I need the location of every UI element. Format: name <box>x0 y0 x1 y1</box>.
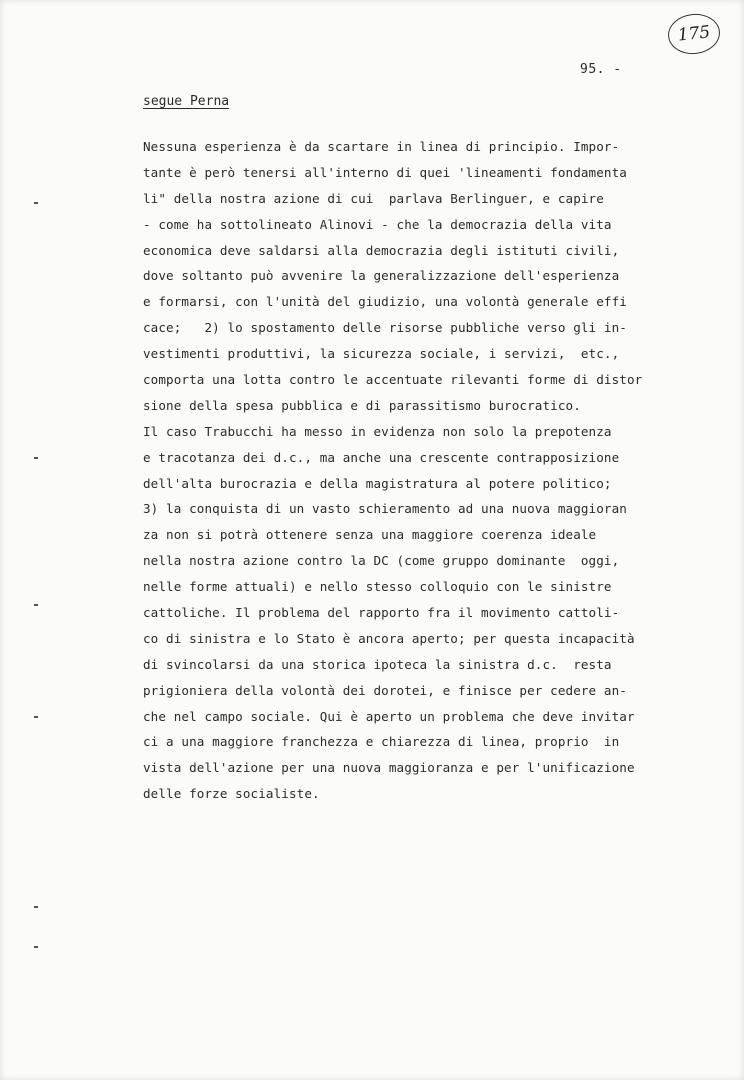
text-line: e formarsi, con l'unità del giudizio, una volontà generale effi <box>143 294 627 310</box>
margin-mark <box>34 604 38 606</box>
text-line: - come ha sottolineato Alinovi - che la democrazia della vita <box>143 216 612 232</box>
text-line: cattoliche. Il problema del rapporto fra il movimento cattoli- <box>143 605 620 621</box>
margin-mark <box>34 457 38 459</box>
text-line: tante è però tenersi all'interno di quei 'lineamenti fondamenta <box>143 164 627 180</box>
text-line: za non si potrà ottenere senza una maggiore coerenza ideale <box>143 527 597 543</box>
text-line: prigioniera della volontà dei dorotei, e finisce per cedere an- <box>143 682 627 698</box>
text-line: e tracotanza dei d.c., ma anche una crescente contrapposizione <box>143 449 620 465</box>
section-heading: segue Perna <box>143 94 230 109</box>
archive-stamp: 175 <box>666 11 722 56</box>
text-line: dell'alta burocrazia e della magistratura al potere politico; <box>143 475 612 491</box>
text-line: che nel campo sociale. Qui è aperto un problema che deve invitar <box>143 708 635 724</box>
text-line: Il caso Trabucchi ha messo in evidenza non solo la prepotenza <box>143 423 612 439</box>
text-line: ci a una maggiore franchezza e chiarezza di linea, proprio in <box>143 734 620 750</box>
margin-mark <box>34 716 38 718</box>
text-line: economica deve saldarsi alla democrazia degli istituti civili, <box>143 242 620 258</box>
text-line: 3) la conquista di un vasto schieramento ad una nuova maggioran <box>143 501 627 517</box>
text-line: nella nostra azione contro la DC (come gruppo dominante oggi, <box>143 553 620 569</box>
text-line: comporta una lotta contro le accentuate rilevanti forme di distor <box>143 372 643 388</box>
text-line: li" della nostra azione di cui parlava Berlinguer, e capire <box>143 190 604 206</box>
margin-mark <box>34 202 38 204</box>
text-line: sione della spesa pubblica e di parassitismo burocratico. <box>143 397 581 413</box>
margin-mark <box>34 906 38 908</box>
margin-mark <box>34 946 38 948</box>
text-line: di svincolarsi da una storica ipoteca la sinistra d.c. resta <box>143 656 612 672</box>
text-line: vista dell'azione per una nuova maggioranza e per l'unificazione <box>143 760 635 776</box>
text-line: co di sinistra e lo Stato è ancora aperto; per questa incapacità <box>143 630 635 646</box>
text-line: vestimenti produttivi, la sicurezza sociale, i servizi, etc., <box>143 346 620 362</box>
text-line: dove soltanto può avvenire la generalizzazione dell'esperienza <box>143 268 620 284</box>
body-text <box>143 134 642 807</box>
text-line: nelle forme attuali) e nello stesso colloquio con le sinistre <box>143 579 612 595</box>
text-line: delle forze socialiste. <box>143 786 320 802</box>
text-line: cace; 2) lo spostamento delle risorse pubbliche verso gli in- <box>143 320 627 336</box>
text-line: Nessuna esperienza è da scartare in linea di principio. Impor- <box>143 139 620 154</box>
page-number: 95. - <box>580 62 622 77</box>
